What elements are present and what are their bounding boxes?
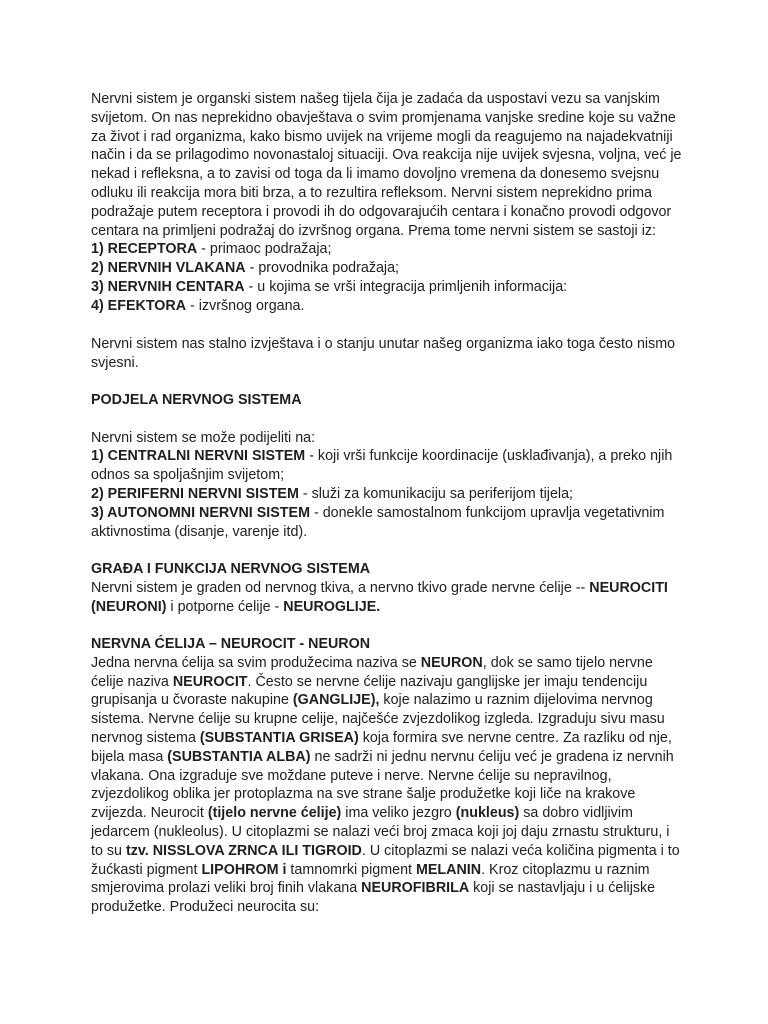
body-paragraph: Jedna nervna ćelija sa svim produžecima naziva se NEURON, dok se samo tijelo nervne ćelije naziva NEUROCIT. Često se nervne ćelije nazivaju ganglijske jer imaju tendenciju grupisanja u čvoraste nakupine (GANGLIJE), koje nalazimo u raznim dijelovima nervnog sistema. Nervne ćelije su krupne celije, najčešće zvjezdolikog izgleda. Izgraduju sivu masu nervnog sistema (SUBSTANTIA GRISEA) koja formira sve nervne centre. Za razliku od nje, bijela masa (SUBSTANTIA ALBA) ne sadrži ni jednu nervnu ćeliju već je gradena iz nervnih vlakana. Ona izgraduje sve moždane puteve i nerve. Nervne ćelije su nepravilnog, zvjezdolikog oblika jer protoplazma na sve strane šalje produžetke koji liče na krakove zvijezda. Neurocit (tijelo nervne ćelije) ima veliko jezgro (nukleus) sa dobro vidljivim jedarcem (nukleolus). U citoplazmi se nalazi veći broj zmaca koji joj daju zrnastu strukturu, i to su tzv. NISSLOVA ZRNCA ILI TIGROID. U citoplazmi se nalazi veća količina pigmenta i to žućkasti pigment LIPOHROM i tamnomrki pigment MELANIN. Kroz citoplazmu u raznim smjerovima prolazi veliki broj finih vlakana NEUROFIBRILA koji se nastavljaju i u ćelijske produžetke. Produžeci neurocita su:	[91, 654, 680, 916]
section-heading: GRAĐA I FUNKCIJA NERVNOG SISTEMA	[91, 561, 371, 577]
list-item	[91, 278, 683, 297]
gradja-section	[91, 560, 683, 616]
list-desc: - primaoc podražaja;	[197, 241, 332, 258]
list-item	[91, 504, 683, 542]
list-term: 2) PERIFERNI NERVNI SISTEM	[91, 485, 299, 502]
list-item	[91, 240, 683, 259]
list-desc: - donekle samostalnom funkcijom upravlja vegetativnim aktivnostima (disanje, varenje itd).	[91, 504, 665, 540]
intro-section	[91, 90, 683, 316]
list-term: 1) RECEPTORA	[91, 241, 198, 258]
list-desc: - služi za komunikaciju sa periferijom tijela;	[298, 485, 573, 502]
list-item	[91, 297, 683, 316]
list-desc: - izvršnog organa.	[186, 297, 305, 314]
list-desc: - u kojima se vrši integracija primljenih informacija:	[244, 278, 568, 295]
list-item	[91, 259, 683, 278]
section-heading: PODJELA NERVNOG SISTEMA	[91, 392, 302, 408]
intro-paragraph: Nervni sistem je organski sistem našeg tijela čija je zadaća da uspostavi vezu sa vanjskim svijetom. On nas neprekidno obavještava o svim promjenama vanjske sredine koje su važne za život i rad organizma, kako bismo uvijek na vrijeme mogli da reagujemo na najadekvatniji način i da se prilagodimo novonastaloj situaciji. Ova reakcija nije uvijek svjesna, voljna, već je nekad i refleksna, a to zavisi od toga da li imamo dovoljno vremena da donesemo svejsnu odluku ili reakcija mora biti brza, a to rezultira refleksom. Nervni sistem neprekidno prima podražaje putem receptora i provodi ih do odgovarajućih centara i konačno provodi odgovor centara na primljeni podražaj do izvršnog organa. Prema tome nervni sistem se sastoji iz:	[91, 91, 682, 239]
list-desc: - provodnika podražaja;	[245, 260, 400, 277]
list-term: 2) NERVNIH VLAKANA	[91, 260, 246, 277]
list-term: 4) EFEKTORA	[91, 297, 187, 314]
section-lead: Nervni sistem se može podijeliti na:	[91, 429, 316, 446]
list-item	[91, 485, 683, 504]
second-paragraph-section	[91, 335, 683, 373]
neuron-section	[91, 635, 683, 917]
body-paragraph: Nervni sistem je graden od nervnog tkiva, a nervno tkivo grade nervne ćelije -- NEUROCITI (NEURONI) i potporne ćelije - NEUROGLIJE.	[91, 579, 668, 615]
body-paragraph: Nervni sistem nas stalno izvještava i o stanju unutar našeg organizma iako toga često nismo svjesni.	[91, 336, 676, 371]
list-term: 1) CENTRALNI NERVNI SISTEM	[91, 448, 306, 465]
list-item	[91, 447, 683, 485]
podjela-section	[91, 391, 683, 541]
section-heading: NERVNA ĆELIJA – NEUROCIT - NEURON	[91, 636, 371, 652]
list-desc: - koji vrši funkcije koordinacije (usklađivanja), a preko njih odnos sa spoljašnjim svijetom;	[91, 448, 673, 484]
list-term: 3) AUTONOMNI NERVNI SISTEM	[91, 504, 310, 521]
list-term: 3) NERVNIH CENTARA	[91, 278, 245, 295]
